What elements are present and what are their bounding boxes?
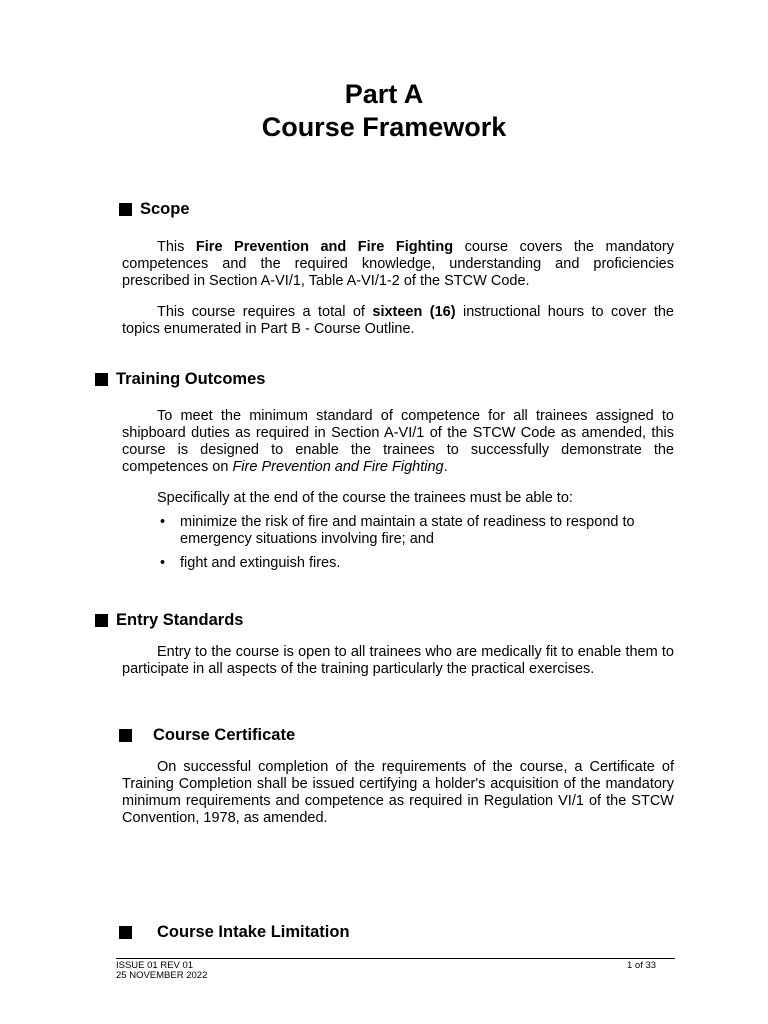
training-outcomes-heading-text: Training Outcomes: [116, 370, 266, 388]
square-bullet-icon: [119, 729, 132, 742]
scope-heading-text: Scope: [140, 200, 190, 218]
training-outcomes-heading: [95, 370, 265, 389]
title-line-1: Part A: [344, 79, 424, 109]
square-bullet-icon: [95, 373, 108, 386]
scope-p2-text: This course requires a total of: [157, 304, 373, 320]
course-intake-heading-text: Course Intake Limitation: [157, 923, 350, 941]
entry-standards-heading-text: Entry Standards: [116, 611, 244, 629]
scope-paragraph-2: [122, 304, 674, 338]
footer-divider: [116, 958, 675, 959]
course-certificate-heading: [119, 726, 295, 745]
course-intake-heading: [119, 923, 350, 942]
scope-heading: [119, 200, 190, 219]
list-item: • minimize the risk of fire and maintain a state of readiness to respond to emergency situations involving fire; and: [158, 514, 674, 548]
scope-p2-bold: sixteen (16): [372, 304, 456, 320]
square-bullet-icon: [95, 614, 108, 627]
training-outcomes-list: [158, 514, 674, 579]
entry-standards-paragraph: [122, 644, 674, 678]
footer-page-number: 1 of 33: [627, 960, 657, 971]
scope-paragraph-1: [122, 239, 674, 290]
course-certificate-paragraph: [122, 759, 674, 827]
training-outcomes-intro: Specifically at the end of the course the trainees must be able to:: [157, 490, 573, 506]
to-p1-text-end: .: [443, 459, 448, 475]
list-item: • fight and extinguish fires.: [158, 555, 674, 572]
scope-p2-text-end: instructional hours to cover the topics enumerated in Part B - Course Outline.: [122, 304, 674, 337]
course-certificate-text: On successful completion of the requirements of the course, a Certificate of Training Completion shall be issued certifying a holder's acquisition of the mandatory minimum requirements and competence as required in Regulation VI/1 of the STCW Convention, 1978, as amended.: [122, 759, 674, 826]
scope-p1-text: This: [157, 239, 196, 255]
entry-standards-heading: [95, 611, 243, 630]
footer-date: 25 NOVEMBER 2022: [116, 970, 208, 981]
square-bullet-icon: [119, 203, 132, 216]
scope-p1-bold: Fire Prevention and Fire Fighting: [195, 239, 454, 255]
footer-issue: ISSUE 01 REV 01: [116, 960, 194, 971]
title-line-2: Course Framework: [261, 112, 507, 142]
entry-standards-text: Entry to the course is open to all trainees who are medically fit to enable them to participate in all aspects of the training particularly the practical exercises.: [122, 644, 674, 677]
to-p1-italic: Fire Prevention and Fire Fighting: [232, 459, 444, 475]
course-certificate-heading-text: Course Certificate: [153, 726, 296, 744]
training-outcomes-paragraph-1: [122, 408, 674, 476]
scope-p1-text-end: course covers the mandatory competences and the required knowledge, understanding and proficiencies prescribed in Section A-VI/1, Table A-VI/1-2 of the STCW Code.: [122, 239, 675, 289]
to-p1-text: To meet the minimum standard of competence for all trainees assigned to shipboard duties as required in Section A-VI/1 of the STCW Code as amended, this course is designed to enable the trainees to successfully demonstrate the competences on: [122, 408, 674, 475]
page-title: [0, 78, 768, 144]
square-bullet-icon: [119, 926, 132, 939]
